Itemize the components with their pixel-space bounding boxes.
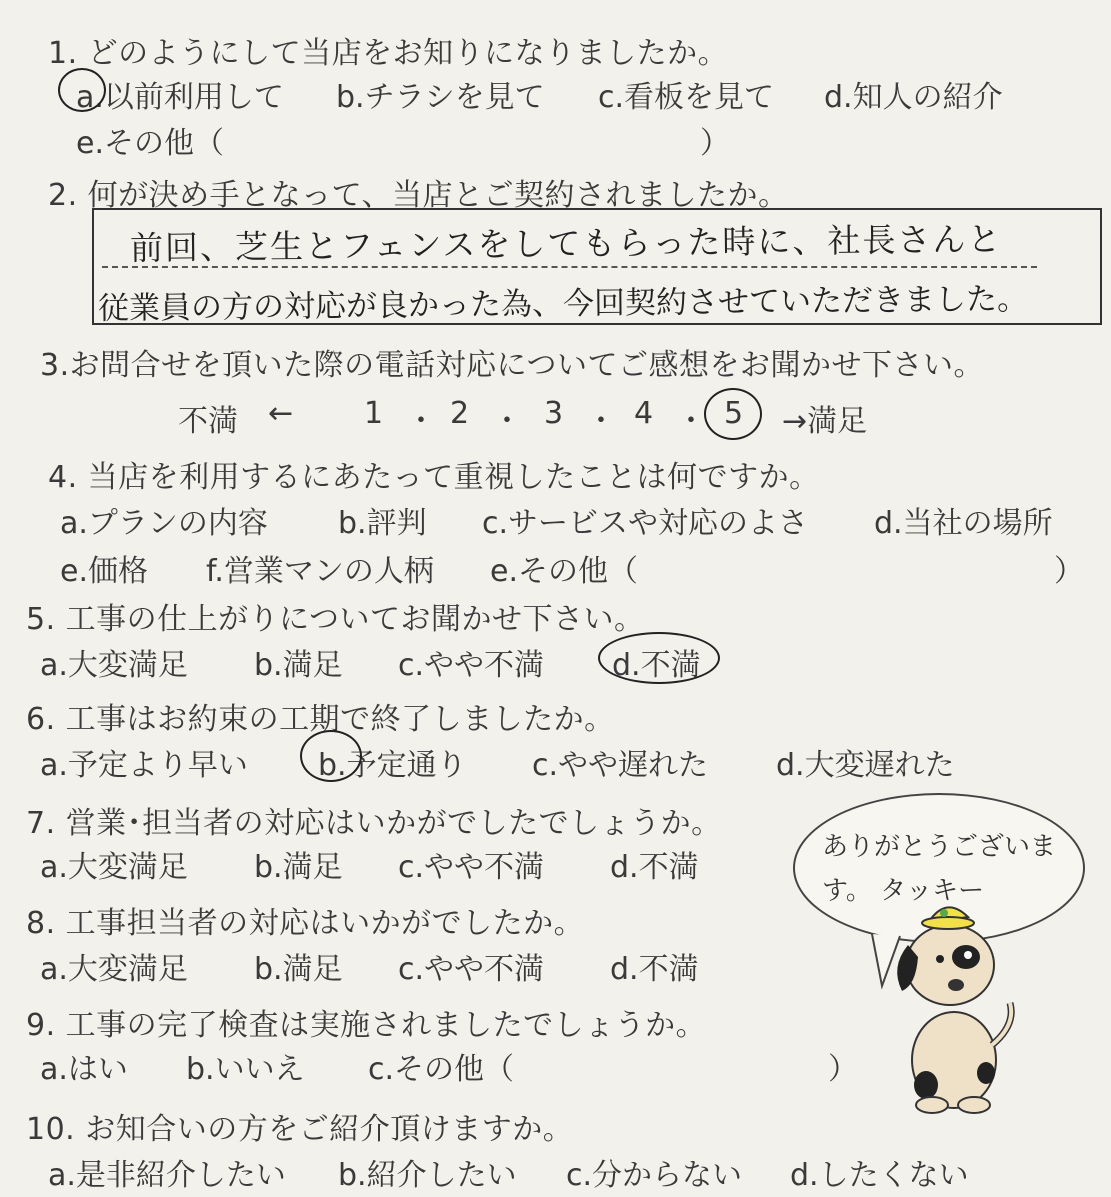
q1-option-d[interactable]: d.知人の紹介: [824, 80, 1003, 115]
q9-question: 9. 工事の完了検査は実施されましたでしょうか。: [26, 1008, 707, 1043]
q9-option-b[interactable]: b.いいえ: [186, 1052, 305, 1087]
q6-option-b[interactable]: b.予定通り: [318, 748, 467, 783]
q3-scale-dot: ・: [406, 404, 436, 439]
q7-option-d[interactable]: d.不満: [610, 850, 699, 885]
q6-selected-circle: [300, 730, 362, 782]
q8-option-c[interactable]: c.やや不満: [398, 952, 545, 987]
q8-option-d[interactable]: d.不満: [610, 952, 699, 987]
q10-option-a[interactable]: a.是非紹介したい: [48, 1158, 286, 1193]
q9-option-a[interactable]: a.はい: [40, 1052, 128, 1087]
q3-scale-5[interactable]: 5: [724, 396, 744, 431]
q3-right-label: →満足: [782, 404, 868, 439]
q6-option-d[interactable]: d.大変遅れた: [776, 748, 955, 783]
q1-option-b[interactable]: b.チラシを見て: [336, 80, 545, 115]
q1-question: 1. どのようにして当店をお知りになりましたか。: [48, 36, 729, 71]
q3-selected-circle: [704, 388, 762, 440]
dog-mascot-icon: [888, 895, 1028, 1120]
q10-option-c[interactable]: c.分からない: [566, 1158, 743, 1193]
q4-question: 4. 当店を利用するにあたって重視したことは何ですか。: [48, 460, 820, 495]
q1-option-e[interactable]: e.その他（: [76, 126, 224, 161]
q4-option-d[interactable]: d.当社の場所: [874, 506, 1053, 541]
q3-scale-4[interactable]: 4: [634, 396, 654, 431]
q1-selected-circle: [58, 68, 106, 112]
q5-selected-circle: [598, 632, 720, 684]
q6-option-c[interactable]: c.やや遅れた: [532, 748, 709, 783]
q7-option-c[interactable]: c.やや不満: [398, 850, 545, 885]
q3-question: 3.お問合せを頂いた際の電話対応についてご感想をお聞かせ下さい。: [40, 348, 985, 383]
q5-question: 5. 工事の仕上がりについてお聞かせ下さい。: [26, 602, 645, 637]
q7-question: 7. 営業･担当者の対応はいかがでしたでしょうか。: [26, 806, 722, 841]
q4-option-other[interactable]: e.その他（: [490, 554, 638, 589]
q8-option-a[interactable]: a.大変満足: [40, 952, 188, 987]
q3-left-label: 不満: [178, 404, 238, 439]
q3-scale-dot: ・: [586, 404, 616, 439]
q4-option-a[interactable]: a.プランの内容: [60, 506, 268, 541]
q5-option-c[interactable]: c.やや不満: [398, 648, 545, 683]
q3-scale-2[interactable]: 2: [450, 396, 470, 431]
q4-option-b[interactable]: b.評判: [338, 506, 427, 541]
q5-option-b[interactable]: b.満足: [254, 648, 343, 683]
left-arrow-icon: ←: [268, 396, 294, 431]
q1-other-close: ）: [700, 126, 730, 161]
q5-option-d[interactable]: d.不満: [612, 648, 701, 683]
q1-option-c[interactable]: c.看板を見て: [598, 80, 775, 115]
q2-question: 2. 何が決め手となって、当店とご契約されましたか。: [48, 178, 789, 213]
q4-other-close: ）: [1054, 554, 1084, 589]
q9-other-close: ）: [828, 1052, 858, 1087]
q3-scale-1[interactable]: 1: [364, 396, 384, 431]
q4-option-e[interactable]: e.価格: [60, 554, 148, 589]
q2-handwritten-line1: 前回、芝生とフェンスをしてもらった時に、社長さんと: [129, 219, 1003, 268]
q10-question: 10. お知合いの方をご紹介頂けますか。: [26, 1112, 574, 1147]
q6-question: 6. 工事はお約束の工期で終了しましたか。: [26, 702, 615, 737]
q10-option-b[interactable]: b.紹介したい: [338, 1158, 517, 1193]
q4-option-c[interactable]: c.サービスや対応のよさ: [482, 506, 809, 541]
q3-scale-3[interactable]: 3: [544, 396, 564, 431]
q8-option-b[interactable]: b.満足: [254, 952, 343, 987]
q5-option-a[interactable]: a.大変満足: [40, 648, 188, 683]
q2-handwritten-line2: 従業員の方の対応が良かった為、今回契約させていただきました。: [97, 281, 1029, 327]
q10-option-d[interactable]: d.したくない: [790, 1158, 969, 1193]
q3-scale-dot: ・: [676, 404, 706, 439]
q7-option-b[interactable]: b.満足: [254, 850, 343, 885]
q3-scale-dot: ・: [492, 404, 522, 439]
q4-option-f[interactable]: f.営業マンの人柄: [206, 554, 434, 589]
q9-option-c[interactable]: c.その他（: [368, 1052, 515, 1087]
q8-question: 8. 工事担当者の対応はいかがでしたか。: [26, 906, 585, 941]
bubble-line-1: ありがとうございま: [822, 832, 1057, 862]
q1-option-a[interactable]: a.以前利用して: [76, 80, 284, 115]
q6-option-a[interactable]: a.予定より早い: [40, 748, 248, 783]
q7-option-a[interactable]: a.大変満足: [40, 850, 188, 885]
bubble-line-2: す。 タッキー: [822, 876, 985, 906]
